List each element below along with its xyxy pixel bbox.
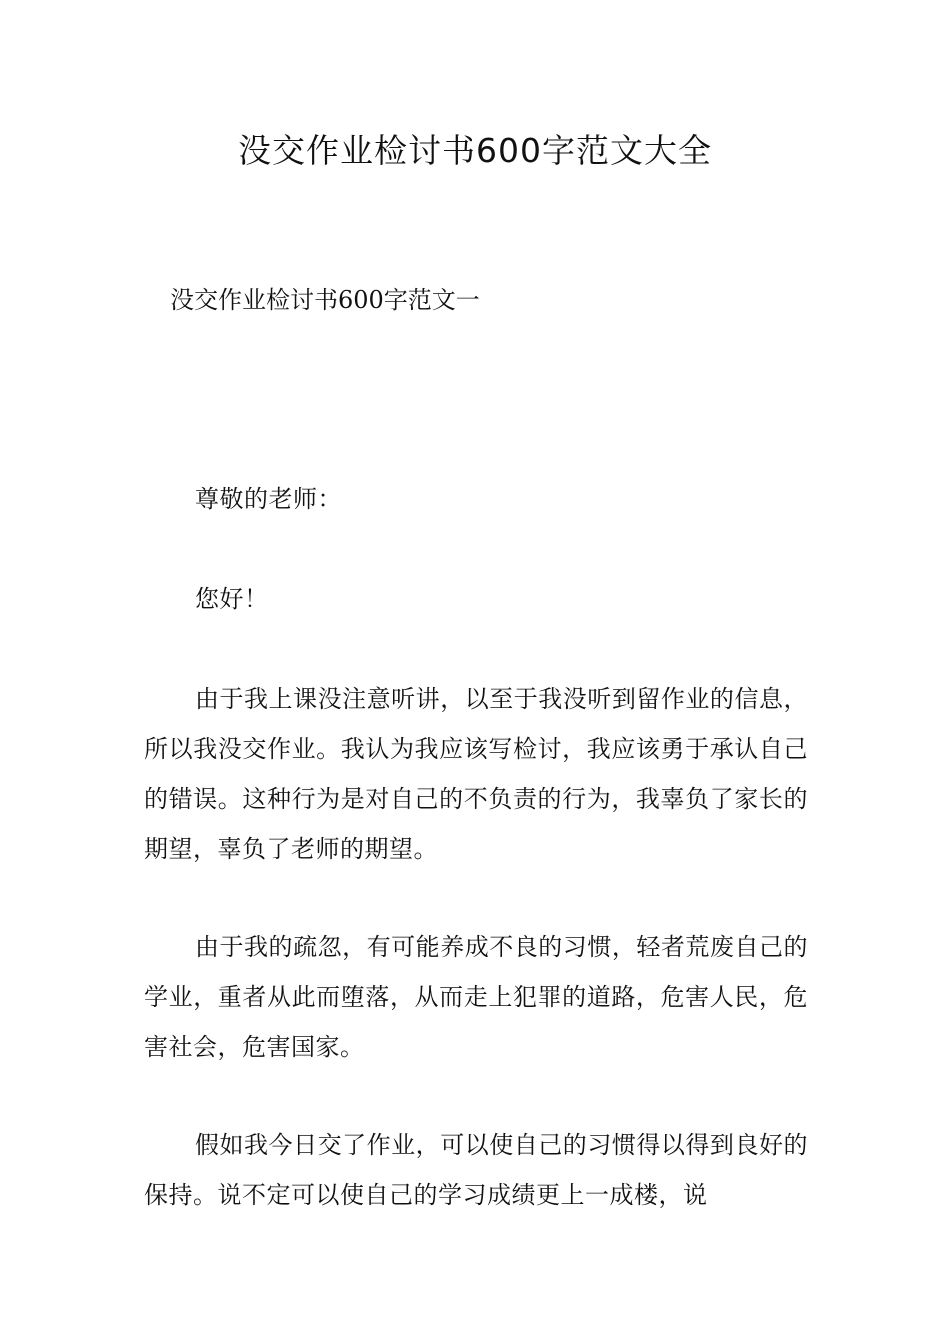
section-heading: 没交作业检讨书600字范文一 (170, 286, 480, 314)
salutation: 尊敬的老师： (195, 485, 342, 513)
greeting: 您好！ (195, 585, 269, 613)
body-paragraph-3: 假如我今日交了作业，可以使自己的习惯得以得到良好的保持。说不定可以使自己的学习成绩更上一成楼，说 (144, 1131, 808, 1209)
body-paragraph-2: 由于我的疏忽，有可能养成不良的习惯，轻者荒废自己的学业，重者从此而堕落，从而走上犯罪的道路，危害人民，危害社会，危害国家。 (144, 933, 808, 1061)
document-title: 没交作业检讨书600字范文大全 (238, 131, 712, 170)
body-paragraph-1: 由于我上课没注意听讲，以至于我没听到留作业的信息，所以我没交作业。我认为我应该写检讨，我应该勇于承认自己的错误。这种行为是对自己的不负责的行为，我辜负了家长的期望，辜负了老师的期望。 (144, 685, 808, 863)
